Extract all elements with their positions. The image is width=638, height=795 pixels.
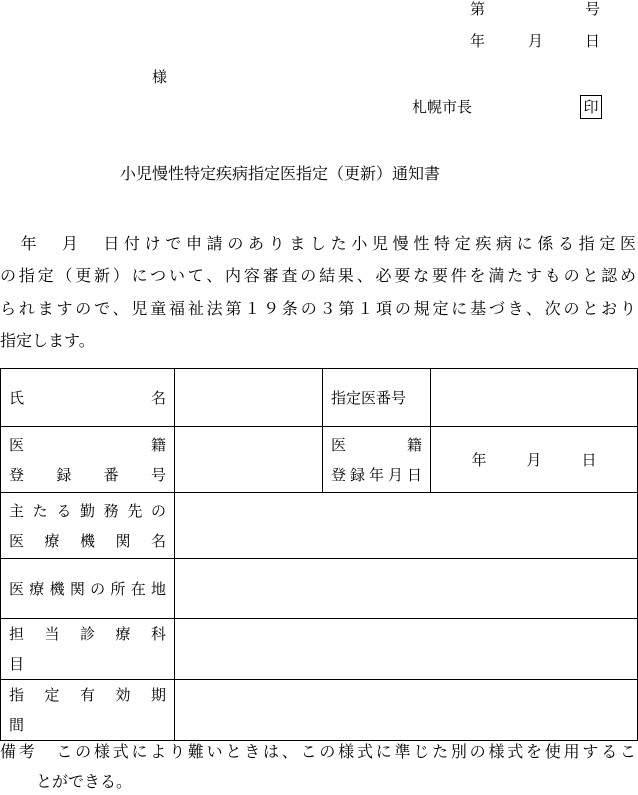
body-line-1: 年 月 日付けで申請のありました小児慢性特定疾病に係る指定医: [0, 234, 636, 253]
registration-number-value-cell[interactable]: [175, 427, 323, 493]
date-month-label: 月: [528, 32, 544, 50]
table-row-department: [1, 619, 638, 680]
name-value-cell[interactable]: [175, 369, 323, 427]
workplace-value-cell[interactable]: [175, 493, 638, 559]
table-row-registration: [1, 427, 638, 493]
validity-label: 指 定 有 効 期 間: [9, 686, 182, 734]
registration-date-label-cell: [323, 427, 431, 493]
designated-number-value-cell[interactable]: [431, 369, 638, 427]
workplace-label-cell: [1, 493, 175, 559]
validity-label-cell: [1, 680, 182, 741]
table-row-address: [1, 559, 638, 619]
addressee-suffix: 様: [152, 68, 168, 86]
designated-number-label: 指定医番号: [331, 389, 407, 407]
issuer-name: 札幌市長: [412, 98, 473, 116]
table-row-name: [1, 369, 638, 427]
address-label: 医療機関の所在地: [9, 579, 166, 598]
designated-number-label-cell: [323, 369, 431, 427]
address-value-cell[interactable]: [175, 559, 638, 619]
body-line-4: 指定します。: [0, 331, 95, 350]
date-day-label: 日: [585, 32, 601, 50]
number-go-label: 号: [585, 0, 601, 18]
address-label-cell: [1, 559, 175, 619]
workplace-label-line2: 医 療 機 関 名: [9, 531, 166, 550]
department-value-cell[interactable]: [175, 619, 638, 680]
table-row-validity: [1, 680, 638, 741]
registration-number-label-line1: 医 籍: [9, 435, 166, 454]
workplace-label-line1: 主たる勤務先の: [9, 501, 166, 520]
name-label-cell: [1, 369, 175, 427]
validity-value-cell[interactable]: [175, 680, 638, 741]
seal-box: 印: [580, 95, 602, 119]
registration-number-label-cell: [1, 427, 175, 493]
document-title: 小児慢性特定疾病指定医指定（更新）通知書: [120, 164, 441, 183]
department-label: 担 当 診 療 科 目: [9, 625, 182, 673]
department-label-cell: [1, 619, 182, 680]
name-label: 氏 名: [9, 388, 166, 407]
number-dai-label: 第: [470, 0, 486, 18]
remark-line-2: とができる。: [36, 772, 133, 791]
registration-number-label-line2: 登 録 番 号: [9, 465, 166, 484]
date-year-label: 年: [470, 32, 486, 50]
registration-date-label-line2: 登録年月日: [331, 465, 422, 484]
remark-line-1: 備考 この様式により難いときは、この様式に準じた別の様式を使用するこ: [0, 742, 636, 761]
registration-date-label-line1: 医 籍: [331, 435, 422, 454]
body-line-3: られますので、児童福祉法第１９条の３第１項の規定に基づき、次のとおり: [0, 299, 636, 318]
designation-info-table: [0, 368, 638, 741]
table-row-workplace: [1, 493, 638, 559]
registration-date-day: 日: [581, 451, 597, 469]
body-line-2: の指定（更新）について、内容審査の結果、必要な要件を満たすものと認め: [0, 266, 636, 285]
registration-date-value-cell[interactable]: [431, 427, 638, 493]
registration-date-year: 年: [471, 451, 487, 469]
registration-date-month: 月: [526, 451, 542, 469]
